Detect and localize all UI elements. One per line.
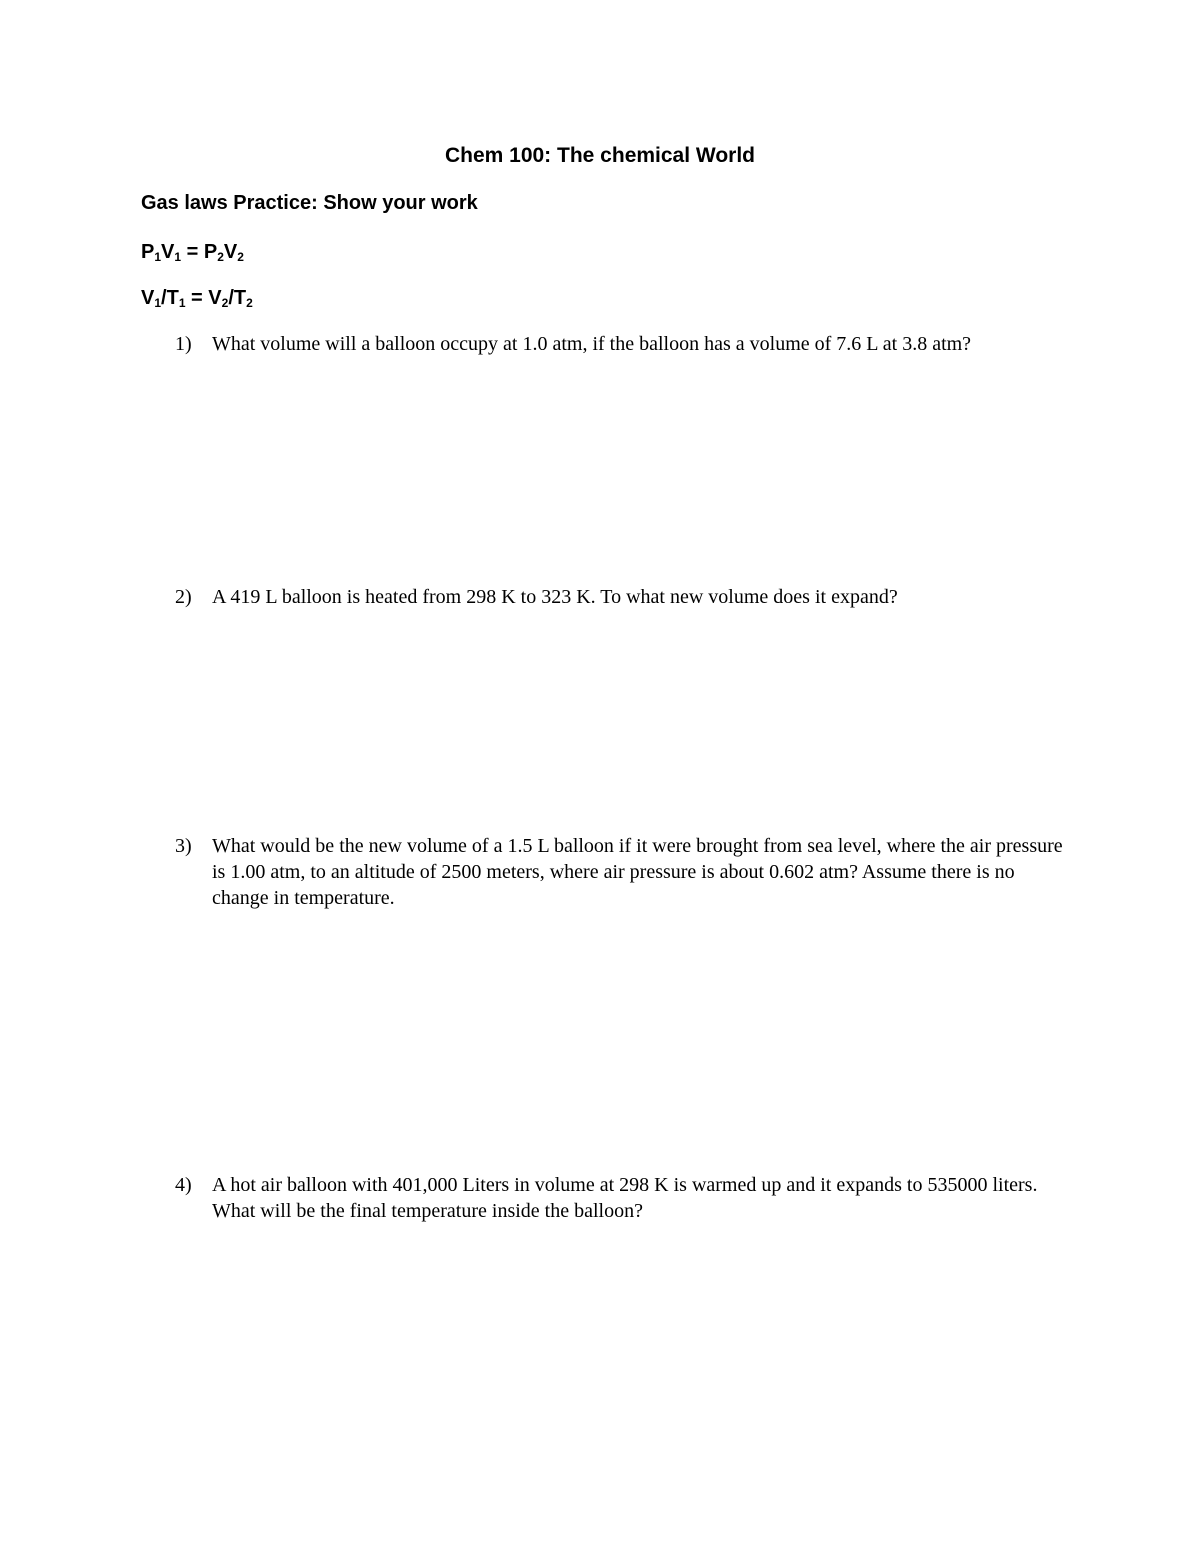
worksheet-subtitle: Gas laws Practice: Show your work [141,192,478,214]
question-4 [175,1172,1065,1224]
question-text: A 419 L balloon is heated from 298 K to 323 K. To what new volume does it expand? [212,586,898,608]
document-title: Chem 100: The chemical World [444,144,756,167]
question-text: A hot air balloon with 401,000 Liters in volume at 298 K is warmed up and it expands to 535000 liters. What will be the final temperature inside the balloon? [212,1174,1038,1222]
question-number: 2) [175,586,192,608]
question-number: 3) [175,835,192,857]
question-text: What volume will a balloon occupy at 1.0 atm, if the balloon has a volume of 7.6 L at 3.8 atm? [212,333,972,355]
question-2 [175,584,1065,610]
question-number: 4) [175,1174,192,1196]
question-1 [175,331,1065,357]
question-3 [175,833,1065,911]
boyles-law-formula: $P_1V_1 = P_2V_2$ [141,241,244,264]
charles-law-formula: $V_1/T_1 = V_2/T_2$ [141,287,253,310]
question-text: What would be the new volume of a 1.5 L balloon if it were brought from sea level, where the air pressure is 1.00 atm, to an altitude of 2500 meters, where air pressure is about 0.602 atm? Assume there is no change in temperature. [212,835,1063,909]
question-number: 1) [175,333,192,355]
